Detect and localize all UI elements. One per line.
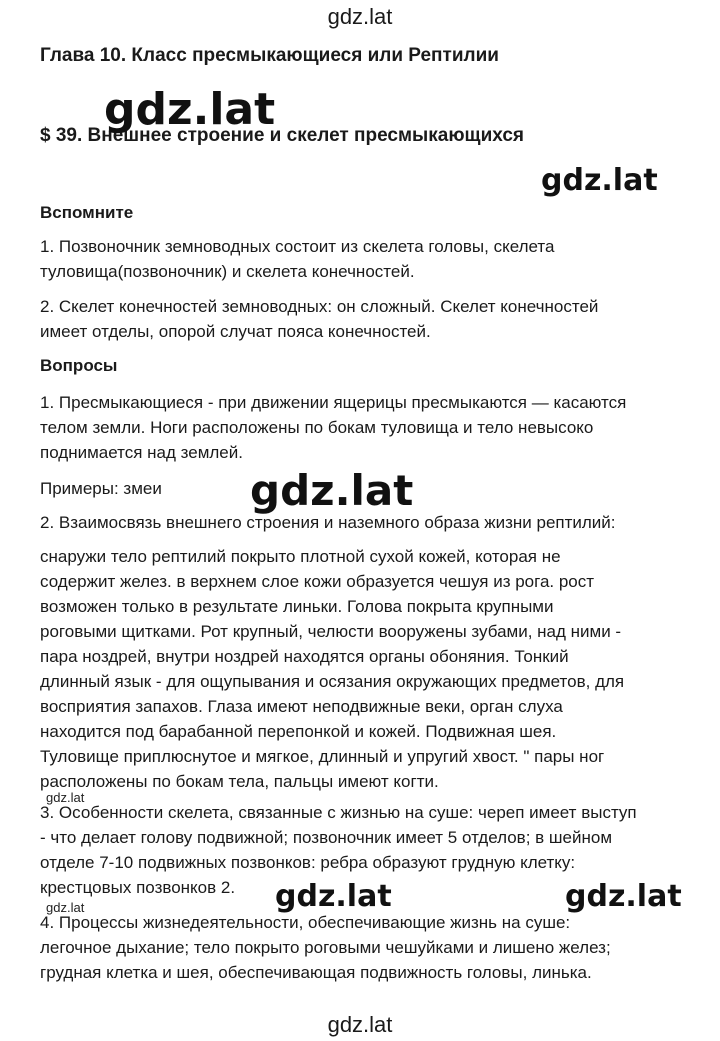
- question-2-intro: 2. Взаимосвязь внешнего строения и наземного образа жизни рептилий:: [40, 513, 616, 532]
- watermark-large: gdz.lat: [541, 163, 658, 198]
- examples-line: Примеры: змеи: [40, 479, 162, 498]
- text-line: 4. Процессы жизнедеятельности, обеспечивающие жизнь на суше:: [40, 913, 571, 932]
- watermark-small: gdz.lat: [46, 900, 85, 915]
- watermark-bottom: gdz.lat: [327, 1012, 393, 1037]
- remember-item-1: [40, 234, 700, 284]
- text-line: содержит желез. в верхнем слое кожи образуется чешуя из рога. рост: [40, 572, 595, 591]
- questions-heading: Вопросы: [40, 356, 118, 375]
- watermark-large: gdz.lat: [275, 879, 392, 914]
- section-title: $ 39. Внешнее строение и скелет пресмыкающихся: [40, 125, 525, 146]
- text-line: отделе 7-10 подвижных позвонков: ребра образуют грудную клетку:: [40, 853, 576, 872]
- text-line: находится под барабанной перепонкой и кожей. Подвижная шея.: [40, 722, 557, 741]
- text-line: возможен только в результате линьки. Голова покрыта крупными: [40, 597, 554, 616]
- text-line: 1. Пресмыкающиеся - при движении ящерицы пресмыкаются — касаются: [40, 393, 627, 412]
- text-line: пара ноздрей, внутри ноздрей находятся органы обоняния. Тонкий: [40, 647, 569, 666]
- question-4: [40, 910, 700, 985]
- text-line: снаружи тело рептилий покрыто плотной сухой кожей, которая не: [40, 547, 561, 566]
- watermark-large: gdz.lat: [250, 466, 414, 515]
- text-line: 3. Особенности скелета, связанные с жизнью на суше: череп имеет выступ: [40, 803, 637, 822]
- text-line: роговыми щитками. Рот крупный, челюсти вооружены зубами, над ними -: [40, 622, 622, 641]
- watermark-large: gdz.lat: [104, 84, 276, 135]
- text-line: 2. Скелет конечностей земноводных: он сложный. Скелет конечностей: [40, 297, 599, 316]
- text-line: 1. Позвоночник земноводных состоит из скелета головы, скелета: [40, 237, 555, 256]
- text-line: длинный язык - для ощупывания и осязания окружающих предметов, для: [40, 672, 625, 691]
- text-line: расположены по бокам тела, пальцы имеют когти.: [40, 772, 439, 791]
- question-2-body: [40, 544, 700, 794]
- text-line: туловища(позвоночник) и скелета конечностей.: [40, 262, 415, 281]
- remember-item-2: [40, 294, 700, 344]
- watermark-large: gdz.lat: [565, 879, 682, 914]
- text-line: крестцовых позвонков 2.: [40, 878, 236, 897]
- question-1: [40, 390, 700, 465]
- watermark-top: gdz.lat: [327, 4, 393, 29]
- text-line: - что делает голову подвижной; позвоночник имеет 5 отделов; в шейном: [40, 828, 613, 847]
- text-line: легочное дыхание; тело покрыто роговыми чешуйками и лишено желез;: [40, 938, 611, 957]
- remember-heading: Вспомните: [40, 203, 134, 222]
- text-line: телом земли. Ноги расположены по бокам туловища и тело невысоко: [40, 418, 594, 437]
- watermark-small: gdz.lat: [46, 790, 85, 805]
- text-line: имеет отделы, опорой случат пояса конечностей.: [40, 322, 431, 341]
- text-line: грудная клетка и шея, обеспечивающая подвижность головы, линька.: [40, 963, 592, 982]
- text-line: поднимается над землей.: [40, 443, 243, 462]
- text-line: Туловище приплюснутое и мягкое, длинный и упругий хвост. " пары ног: [40, 747, 605, 766]
- chapter-title: Глава 10. Класс пресмыкающиеся или Рептилии: [40, 45, 499, 66]
- text-line: восприятия запахов. Глаза имеют неподвижные веки, орган слуха: [40, 697, 563, 716]
